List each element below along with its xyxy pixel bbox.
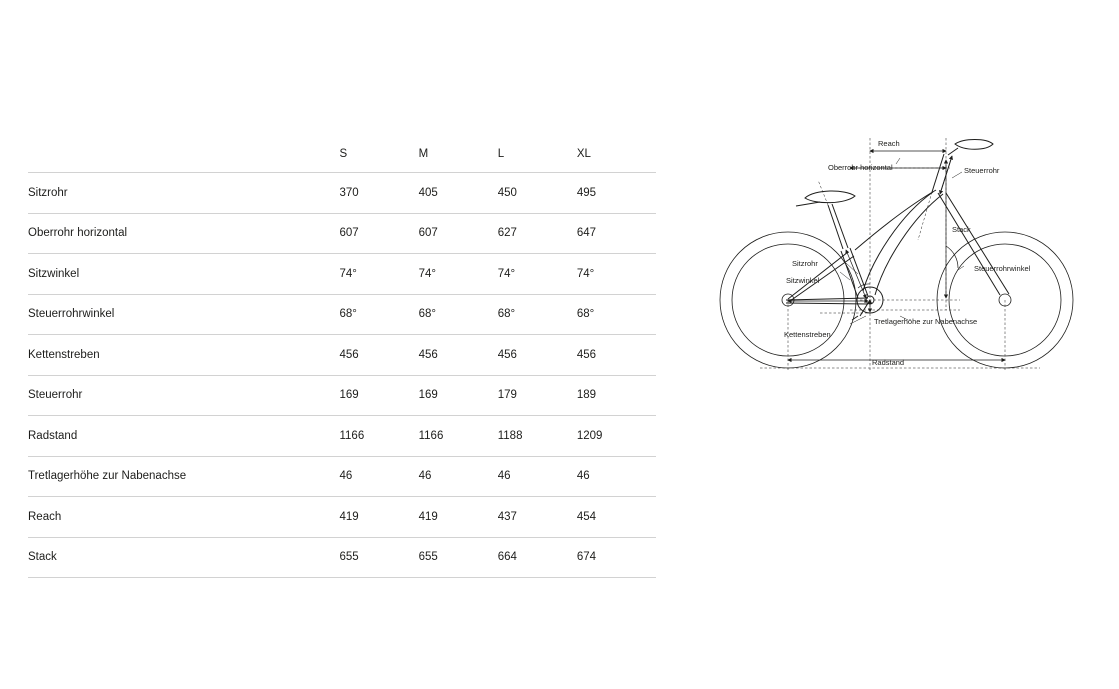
row-value-xl: 495 <box>577 173 656 214</box>
row-label: Steuerrohrwinkel <box>28 294 339 335</box>
row-value-s: 419 <box>339 497 418 538</box>
row-value-m: 74° <box>419 254 498 295</box>
row-value-xl: 456 <box>577 335 656 376</box>
label-kettenstreben: Kettenstreben <box>784 330 831 339</box>
row-label: Oberrohr horizontal <box>28 213 339 254</box>
row-value-m: 655 <box>419 537 498 578</box>
row-value-xl: 1209 <box>577 416 656 457</box>
row-value-s: 456 <box>339 335 418 376</box>
table-row <box>28 213 656 254</box>
table-body <box>28 173 656 578</box>
bike-geometry-diagram <box>700 120 1100 385</box>
table-row <box>28 537 656 578</box>
row-value-m: 456 <box>419 335 498 376</box>
row-value-l: 456 <box>498 335 577 376</box>
row-value-xl: 454 <box>577 497 656 538</box>
row-value-m: 607 <box>419 213 498 254</box>
row-label: Sitzrohr <box>28 173 339 214</box>
row-value-m: 68° <box>419 294 498 335</box>
label-sitzrohr: Sitzrohr <box>792 259 818 268</box>
row-value-m: 1166 <box>419 416 498 457</box>
row-value-l: 68° <box>498 294 577 335</box>
row-value-s: 607 <box>339 213 418 254</box>
header-size-xl: XL <box>577 136 656 173</box>
row-value-s: 1166 <box>339 416 418 457</box>
row-label: Stack <box>28 537 339 578</box>
row-value-s: 74° <box>339 254 418 295</box>
row-value-l: 450 <box>498 173 577 214</box>
row-value-l: 1188 <box>498 416 577 457</box>
row-label: Sitzwinkel <box>28 254 339 295</box>
table-row <box>28 173 656 214</box>
row-label: Kettenstreben <box>28 335 339 376</box>
table-row <box>28 335 656 376</box>
geometry-table <box>28 136 656 578</box>
row-value-xl: 674 <box>577 537 656 578</box>
row-value-l: 664 <box>498 537 577 578</box>
label-reach: Reach <box>878 139 900 148</box>
row-value-l: 627 <box>498 213 577 254</box>
label-steuerrohr: Steuerrohr <box>964 166 1000 175</box>
row-value-s: 655 <box>339 537 418 578</box>
row-value-m: 169 <box>419 375 498 416</box>
table-row <box>28 416 656 457</box>
row-label: Tretlagerhöhe zur Nabenachse <box>28 456 339 497</box>
row-value-xl: 74° <box>577 254 656 295</box>
table-row <box>28 254 656 295</box>
row-value-l: 46 <box>498 456 577 497</box>
table-row <box>28 294 656 335</box>
geometry-table-container <box>28 136 656 578</box>
row-label: Reach <box>28 497 339 538</box>
header-size-m: M <box>419 136 498 173</box>
row-label: Steuerrohr <box>28 375 339 416</box>
label-sitzwinkel: Sitzwinkel <box>786 276 820 285</box>
row-value-xl: 68° <box>577 294 656 335</box>
label-radstand: Radstand <box>872 358 905 367</box>
row-value-s: 46 <box>339 456 418 497</box>
row-value-xl: 647 <box>577 213 656 254</box>
header-measure <box>28 136 339 173</box>
header-size-l: L <box>498 136 577 173</box>
table-row <box>28 456 656 497</box>
table-header <box>28 136 656 173</box>
row-value-xl: 46 <box>577 456 656 497</box>
table-row <box>28 375 656 416</box>
row-value-s: 68° <box>339 294 418 335</box>
row-value-l: 437 <box>498 497 577 538</box>
row-label: Radstand <box>28 416 339 457</box>
label-steuerrohrwinkel: Steuerrohrwinkel <box>974 264 1031 273</box>
row-value-s: 169 <box>339 375 418 416</box>
label-stack: Stack <box>952 225 971 234</box>
row-value-l: 179 <box>498 375 577 416</box>
label-oberrohr-horizontal: Oberrohr horizontal <box>828 163 893 172</box>
row-value-l: 74° <box>498 254 577 295</box>
label-tretlagerhoehe: Tretlagerhöhe zur Nabenachse <box>874 317 978 326</box>
header-size-s: S <box>339 136 418 173</box>
row-value-s: 370 <box>339 173 418 214</box>
row-value-m: 405 <box>419 173 498 214</box>
row-value-m: 419 <box>419 497 498 538</box>
table-header-row <box>28 136 656 173</box>
table-row <box>28 497 656 538</box>
row-value-xl: 189 <box>577 375 656 416</box>
row-value-m: 46 <box>419 456 498 497</box>
